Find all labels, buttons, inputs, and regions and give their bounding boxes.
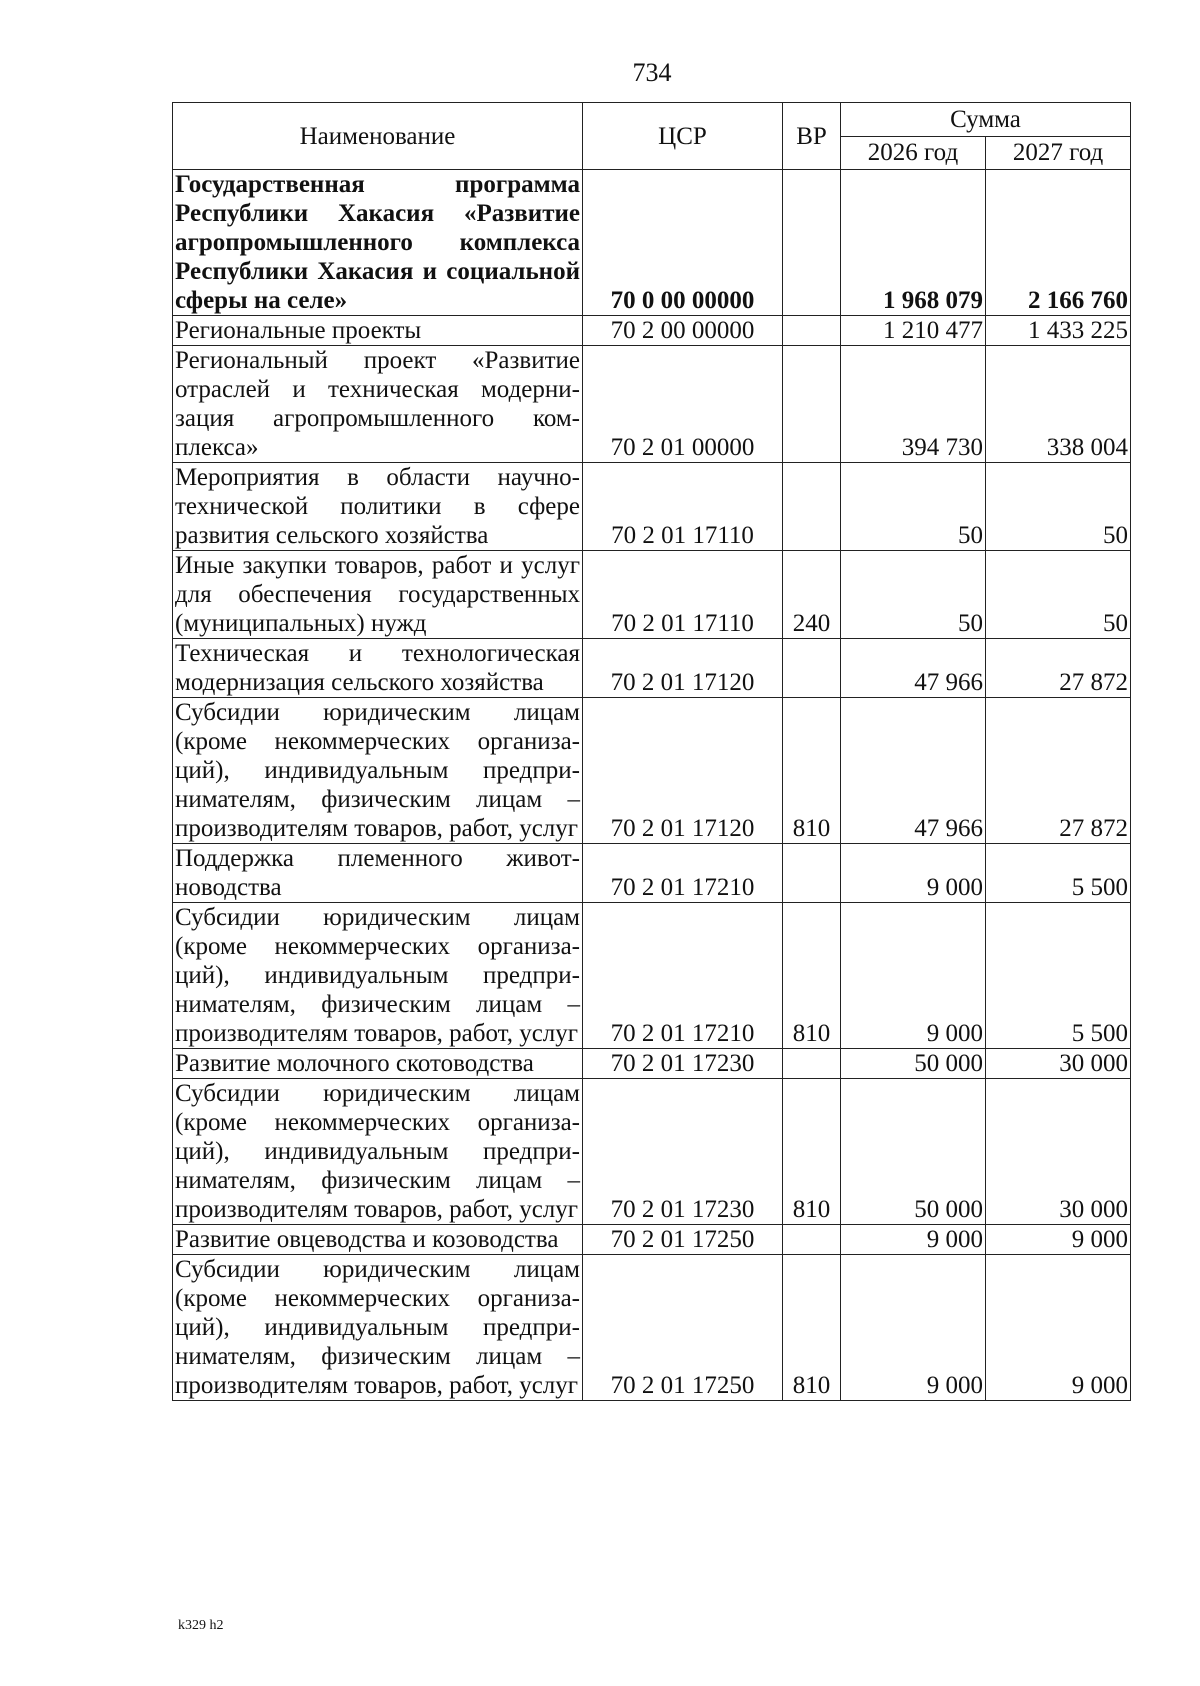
header-csr: ЦСР — [583, 103, 783, 170]
row-name: Иные закупки товаров, работ и услуг для обеспечения государственных (муниципальных) нужд — [173, 551, 583, 639]
row-csr: 70 2 01 17250 — [583, 1255, 783, 1401]
row-sum-2027: 27 872 — [986, 698, 1131, 844]
header-year-2026: 2026 год — [841, 136, 986, 170]
footer-code: k329 h2 — [178, 1618, 224, 1633]
table-row — [173, 551, 1131, 639]
budget-table — [172, 102, 1131, 1401]
row-name: Региональный проект «Развитие отраслей и техническая модернизация агропромышленного комплекса» — [173, 346, 583, 463]
row-vr — [783, 1049, 841, 1079]
row-vr: 810 — [783, 903, 841, 1049]
row-vr — [783, 639, 841, 698]
row-sum-2026: 47 966 — [841, 698, 986, 844]
row-sum-2026: 1 210 477 — [841, 316, 986, 346]
header-name: Наименование — [173, 103, 583, 170]
row-vr: 810 — [783, 1079, 841, 1225]
table-row — [173, 1049, 1131, 1079]
row-sum-2027: 338 004 — [986, 346, 1131, 463]
table-row — [173, 698, 1131, 844]
row-name: Субсидии юридическим лицам (кроме некоммерческих организаций), индивидуальным предпринимателям, физическим лицам – производителям товаров, работ, услуг — [173, 903, 583, 1049]
row-name: Техническая и технологическая модернизация сельского хозяйства — [173, 639, 583, 698]
row-sum-2027: 5 500 — [986, 844, 1131, 903]
header-vr: ВР — [783, 103, 841, 170]
header-year-2027: 2027 год — [986, 136, 1131, 170]
row-csr: 70 2 01 17230 — [583, 1049, 783, 1079]
row-sum-2026: 50 — [841, 551, 986, 639]
row-sum-2026: 50 000 — [841, 1049, 986, 1079]
row-sum-2026: 9 000 — [841, 1225, 986, 1255]
row-csr: 70 2 01 00000 — [583, 346, 783, 463]
header-sum: Сумма — [841, 103, 1131, 137]
row-csr: 70 2 01 17230 — [583, 1079, 783, 1225]
row-csr: 70 2 01 17210 — [583, 903, 783, 1049]
table-header — [173, 103, 1131, 170]
row-vr — [783, 346, 841, 463]
row-vr: 810 — [783, 698, 841, 844]
table-row — [173, 316, 1131, 346]
row-vr — [783, 316, 841, 346]
row-sum-2027: 30 000 — [986, 1049, 1131, 1079]
row-csr: 70 2 00 00000 — [583, 316, 783, 346]
row-sum-2026: 50 — [841, 463, 986, 551]
row-csr: 70 2 01 17110 — [583, 551, 783, 639]
row-vr — [783, 1225, 841, 1255]
row-name: Региональные проекты — [173, 316, 583, 346]
row-sum-2026: 47 966 — [841, 639, 986, 698]
row-sum-2026: 9 000 — [841, 903, 986, 1049]
row-name: Субсидии юридическим лицам (кроме некоммерческих организаций), индивидуальным предпринимателям, физическим лицам – производителям товаров, работ, услуг — [173, 698, 583, 844]
table-row — [173, 170, 1131, 316]
row-sum-2027: 27 872 — [986, 639, 1131, 698]
page-number: 734 — [632, 58, 672, 87]
row-name: Государственная программа Республики Хакасия «Развитие агропромышленного комплекса Республики Хакасия и социальной сферы на селе» — [173, 170, 583, 316]
table-row — [173, 463, 1131, 551]
row-csr: 70 2 01 17120 — [583, 698, 783, 844]
table-row — [173, 1079, 1131, 1225]
row-sum-2026: 9 000 — [841, 844, 986, 903]
table-row — [173, 1225, 1131, 1255]
row-csr: 70 0 00 00000 — [583, 170, 783, 316]
row-name: Развитие овцеводства и козоводства — [173, 1225, 583, 1255]
table-row — [173, 844, 1131, 903]
table-row — [173, 639, 1131, 698]
row-vr — [783, 463, 841, 551]
row-sum-2027: 30 000 — [986, 1079, 1131, 1225]
row-sum-2026: 1 968 079 — [841, 170, 986, 316]
row-name: Субсидии юридическим лицам (кроме некоммерческих организаций), индивидуальным предпринимателям, физическим лицам – производителям товаров, работ, услуг — [173, 1079, 583, 1225]
row-name: Развитие молочного скотоводства — [173, 1049, 583, 1079]
row-name: Поддержка племенного животноводства — [173, 844, 583, 903]
row-vr: 810 — [783, 1255, 841, 1401]
row-vr — [783, 844, 841, 903]
row-name: Мероприятия в области научно-технической политики в сфере развития сельского хозяйства — [173, 463, 583, 551]
row-sum-2027: 5 500 — [986, 903, 1131, 1049]
row-sum-2026: 9 000 — [841, 1255, 986, 1401]
row-sum-2027: 50 — [986, 463, 1131, 551]
row-csr: 70 2 01 17250 — [583, 1225, 783, 1255]
row-csr: 70 2 01 17120 — [583, 639, 783, 698]
row-name: Субсидии юридическим лицам (кроме некоммерческих организаций), индивидуальным предпринимателям, физическим лицам – производителям товаров, работ, услуг — [173, 1255, 583, 1401]
row-sum-2027: 50 — [986, 551, 1131, 639]
row-csr: 70 2 01 17110 — [583, 463, 783, 551]
table-row — [173, 1255, 1131, 1401]
table-row — [173, 346, 1131, 463]
row-vr: 240 — [783, 551, 841, 639]
row-sum-2027: 1 433 225 — [986, 316, 1131, 346]
row-sum-2026: 50 000 — [841, 1079, 986, 1225]
row-vr — [783, 170, 841, 316]
table-row — [173, 903, 1131, 1049]
row-sum-2026: 394 730 — [841, 346, 986, 463]
table-body — [173, 170, 1131, 1401]
row-csr: 70 2 01 17210 — [583, 844, 783, 903]
row-sum-2027: 9 000 — [986, 1225, 1131, 1255]
row-sum-2027: 2 166 760 — [986, 170, 1131, 316]
row-sum-2027: 9 000 — [986, 1255, 1131, 1401]
